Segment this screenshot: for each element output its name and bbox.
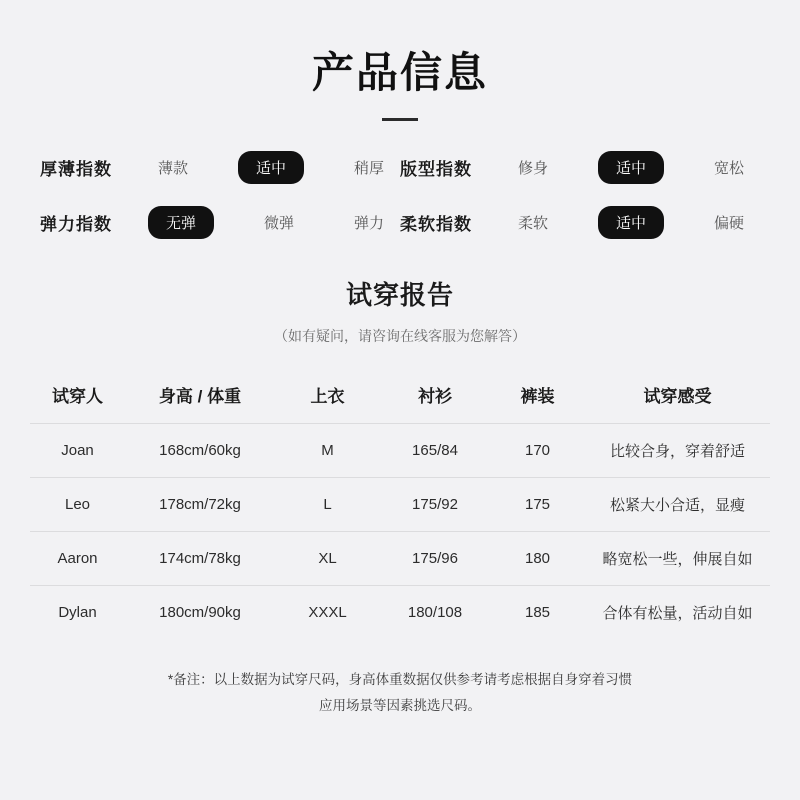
cell-shirt: 165/84 <box>380 424 490 478</box>
cell-height-weight: 168cm/60kg <box>125 424 275 478</box>
index-row-2 <box>40 206 760 239</box>
fitting-report-title: 试穿报告 <box>345 280 454 311</box>
footnote <box>0 667 800 718</box>
footnote-line-2: 应用场景等因素挑选尺码。 <box>319 698 481 714</box>
cell-top: XXXL <box>275 586 380 640</box>
index-option-softness-3[interactable]: 偏硬 <box>713 215 744 233</box>
cell-pants: 180 <box>490 532 585 586</box>
index-options-elasticity <box>148 206 400 239</box>
index-option-thickness-3[interactable]: 稍厚 <box>353 160 384 178</box>
cell-name: Leo <box>30 478 125 532</box>
cell-name: Aaron <box>30 532 125 586</box>
index-option-elasticity-2[interactable]: 微弹 <box>263 215 294 233</box>
fitting-report-table <box>30 372 770 639</box>
cell-feel: 比较合身，穿着舒适 <box>585 424 770 478</box>
cell-pants: 170 <box>490 424 585 478</box>
cell-feel: 松紧大小合适，显瘦 <box>585 478 770 532</box>
cell-name: Dylan <box>30 586 125 640</box>
cell-shirt: 175/92 <box>380 478 490 532</box>
index-options-softness <box>508 206 760 239</box>
footnote-line-1: *备注：以上数据为试穿尺码，身高体重数据仅供参考请考虑根据自身穿着习惯 <box>167 672 633 688</box>
index-option-thickness-2[interactable]: 适中 <box>238 151 304 184</box>
cell-shirt: 175/96 <box>380 532 490 586</box>
index-row-1 <box>40 151 760 184</box>
index-option-elasticity-3[interactable]: 弹力 <box>353 215 384 233</box>
table-row <box>30 424 770 478</box>
index-group-softness <box>400 206 760 239</box>
column-header-height-weight: 身高 / 体重 <box>158 387 242 407</box>
cell-height-weight: 180cm/90kg <box>125 586 275 640</box>
index-option-softness-1[interactable]: 柔软 <box>518 215 549 233</box>
cell-feel: 略宽松一些，伸展自如 <box>585 532 770 586</box>
index-group-fit <box>400 151 760 184</box>
column-header-pants: 裤装 <box>520 387 555 407</box>
table-row <box>30 532 770 586</box>
fitting-report-subtitle: （如有疑问，请咨询在线客服为您解答） <box>274 328 526 345</box>
cell-height-weight: 178cm/72kg <box>125 478 275 532</box>
cell-top: L <box>275 478 380 532</box>
table-row <box>30 586 770 640</box>
cell-height-weight: 174cm/78kg <box>125 532 275 586</box>
cell-pants: 185 <box>490 586 585 640</box>
index-label-softness: 柔软指数 <box>400 215 472 235</box>
cell-shirt: 180/108 <box>380 586 490 640</box>
cell-feel: 合体有松量，活动自如 <box>585 586 770 640</box>
index-group-thickness <box>40 151 400 184</box>
index-option-thickness-1[interactable]: 薄款 <box>158 160 189 178</box>
index-option-fit-3[interactable]: 宽松 <box>713 160 744 178</box>
index-option-softness-2[interactable]: 适中 <box>598 206 664 239</box>
index-label-elasticity: 弹力指数 <box>40 215 112 235</box>
page-title: 产品信息 <box>311 49 488 96</box>
column-header-feel: 试穿感受 <box>643 387 712 407</box>
table-row <box>30 478 770 532</box>
index-label-fit: 版型指数 <box>400 160 472 180</box>
index-group-elasticity <box>40 206 400 239</box>
cell-top: M <box>275 424 380 478</box>
cell-name: Joan <box>30 424 125 478</box>
index-label-thickness: 厚薄指数 <box>40 160 112 180</box>
cell-top: XL <box>275 532 380 586</box>
column-header-shirt: 衬衫 <box>418 387 452 407</box>
table-header-row <box>30 372 770 424</box>
index-options-fit <box>508 151 760 184</box>
column-header-name: 试穿人 <box>52 387 103 407</box>
index-options-thickness <box>148 151 400 184</box>
index-block <box>0 151 800 239</box>
column-header-top: 上衣 <box>310 387 345 407</box>
cell-pants: 175 <box>490 478 585 532</box>
index-option-fit-1[interactable]: 修身 <box>518 160 549 178</box>
index-option-elasticity-1[interactable]: 无弹 <box>148 206 214 239</box>
title-divider <box>382 118 418 121</box>
index-option-fit-2[interactable]: 适中 <box>598 151 664 184</box>
